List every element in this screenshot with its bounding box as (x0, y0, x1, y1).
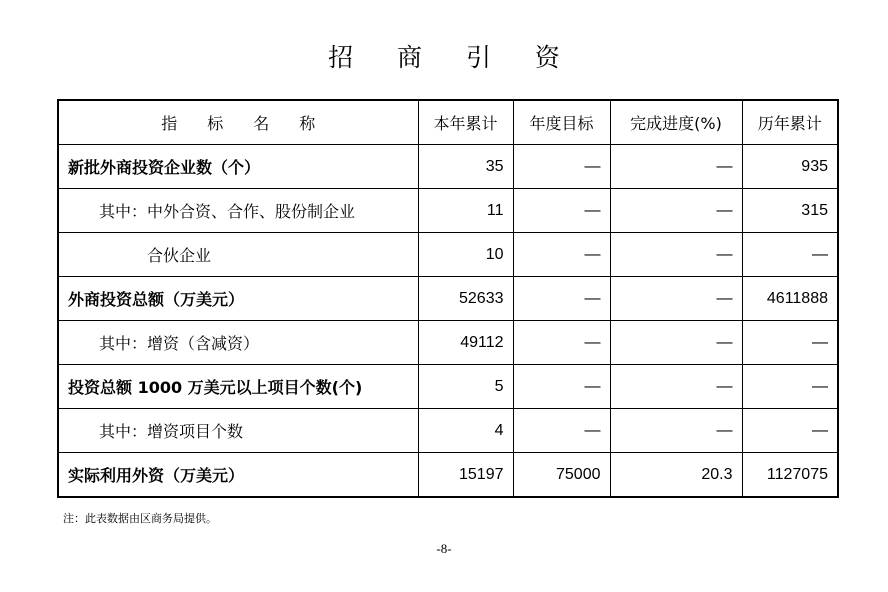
table-row (58, 145, 838, 189)
row-label: 新批外商投资企业数（个） (58, 145, 418, 189)
table-header-row (58, 100, 838, 145)
row-value-cell: 49112 (418, 321, 513, 365)
row-value-cell: — (513, 321, 610, 365)
table-row (58, 365, 838, 409)
header-indicator-name: 指标名称 (58, 100, 418, 145)
row-value-cell: — (610, 365, 742, 409)
header-year-total: 本年累计 (418, 100, 513, 145)
row-value-cell: 4611888 (742, 277, 838, 321)
header-cumulative-total: 历年累计 (742, 100, 838, 145)
row-value-cell: — (742, 321, 838, 365)
row-value-cell: — (513, 189, 610, 233)
row-value-cell: — (513, 277, 610, 321)
row-label: 其中：增资（含减资） (58, 321, 418, 365)
row-value-cell: — (610, 233, 742, 277)
row-value-cell: 315 (742, 189, 838, 233)
row-value-cell: — (742, 409, 838, 453)
row-value-cell: 15197 (418, 453, 513, 498)
row-value-cell: 1127075 (742, 453, 838, 498)
row-value-cell: — (513, 409, 610, 453)
row-label: 外商投资总额（万美元） (58, 277, 418, 321)
row-value-cell: — (742, 365, 838, 409)
row-value-cell: 11 (418, 189, 513, 233)
page-title: 招 商 引 资 (328, 43, 578, 72)
row-value-cell: — (513, 145, 610, 189)
row-value-cell: — (610, 321, 742, 365)
investment-table (57, 99, 839, 498)
header-annual-target: 年度目标 (513, 100, 610, 145)
row-label: 其中：增资项目个数 (58, 409, 418, 453)
table-row (58, 189, 838, 233)
row-value-cell: — (742, 233, 838, 277)
page-number: -8- (436, 541, 452, 556)
row-value-cell: — (513, 233, 610, 277)
row-value-cell: 20.3 (610, 453, 742, 498)
table-row (58, 409, 838, 453)
table-row (58, 277, 838, 321)
row-value-cell: 10 (418, 233, 513, 277)
table-row (58, 453, 838, 498)
row-value-cell: — (610, 409, 742, 453)
row-value-cell: — (513, 365, 610, 409)
row-value-cell: — (610, 277, 742, 321)
table-body (58, 145, 838, 498)
row-label: 投资总额 1000 万美元以上项目个数(个) (58, 365, 418, 409)
row-label: 实际利用外资（万美元） (58, 453, 418, 498)
row-value-cell: 5 (418, 365, 513, 409)
footnote: 注：此表数据由区商务局提供。 (63, 512, 217, 525)
row-value-cell: 52633 (418, 277, 513, 321)
row-value-cell: 935 (742, 145, 838, 189)
row-label: 其中：中外合资、合作、股份制企业 (58, 189, 418, 233)
row-value-cell: — (610, 145, 742, 189)
row-value-cell: 75000 (513, 453, 610, 498)
table-row (58, 233, 838, 277)
header-progress: 完成进度(%) (610, 100, 742, 145)
row-value-cell: 35 (418, 145, 513, 189)
table-row (58, 321, 838, 365)
row-value-cell: — (610, 189, 742, 233)
row-value-cell: 4 (418, 409, 513, 453)
row-label: 合伙企业 (58, 233, 418, 277)
